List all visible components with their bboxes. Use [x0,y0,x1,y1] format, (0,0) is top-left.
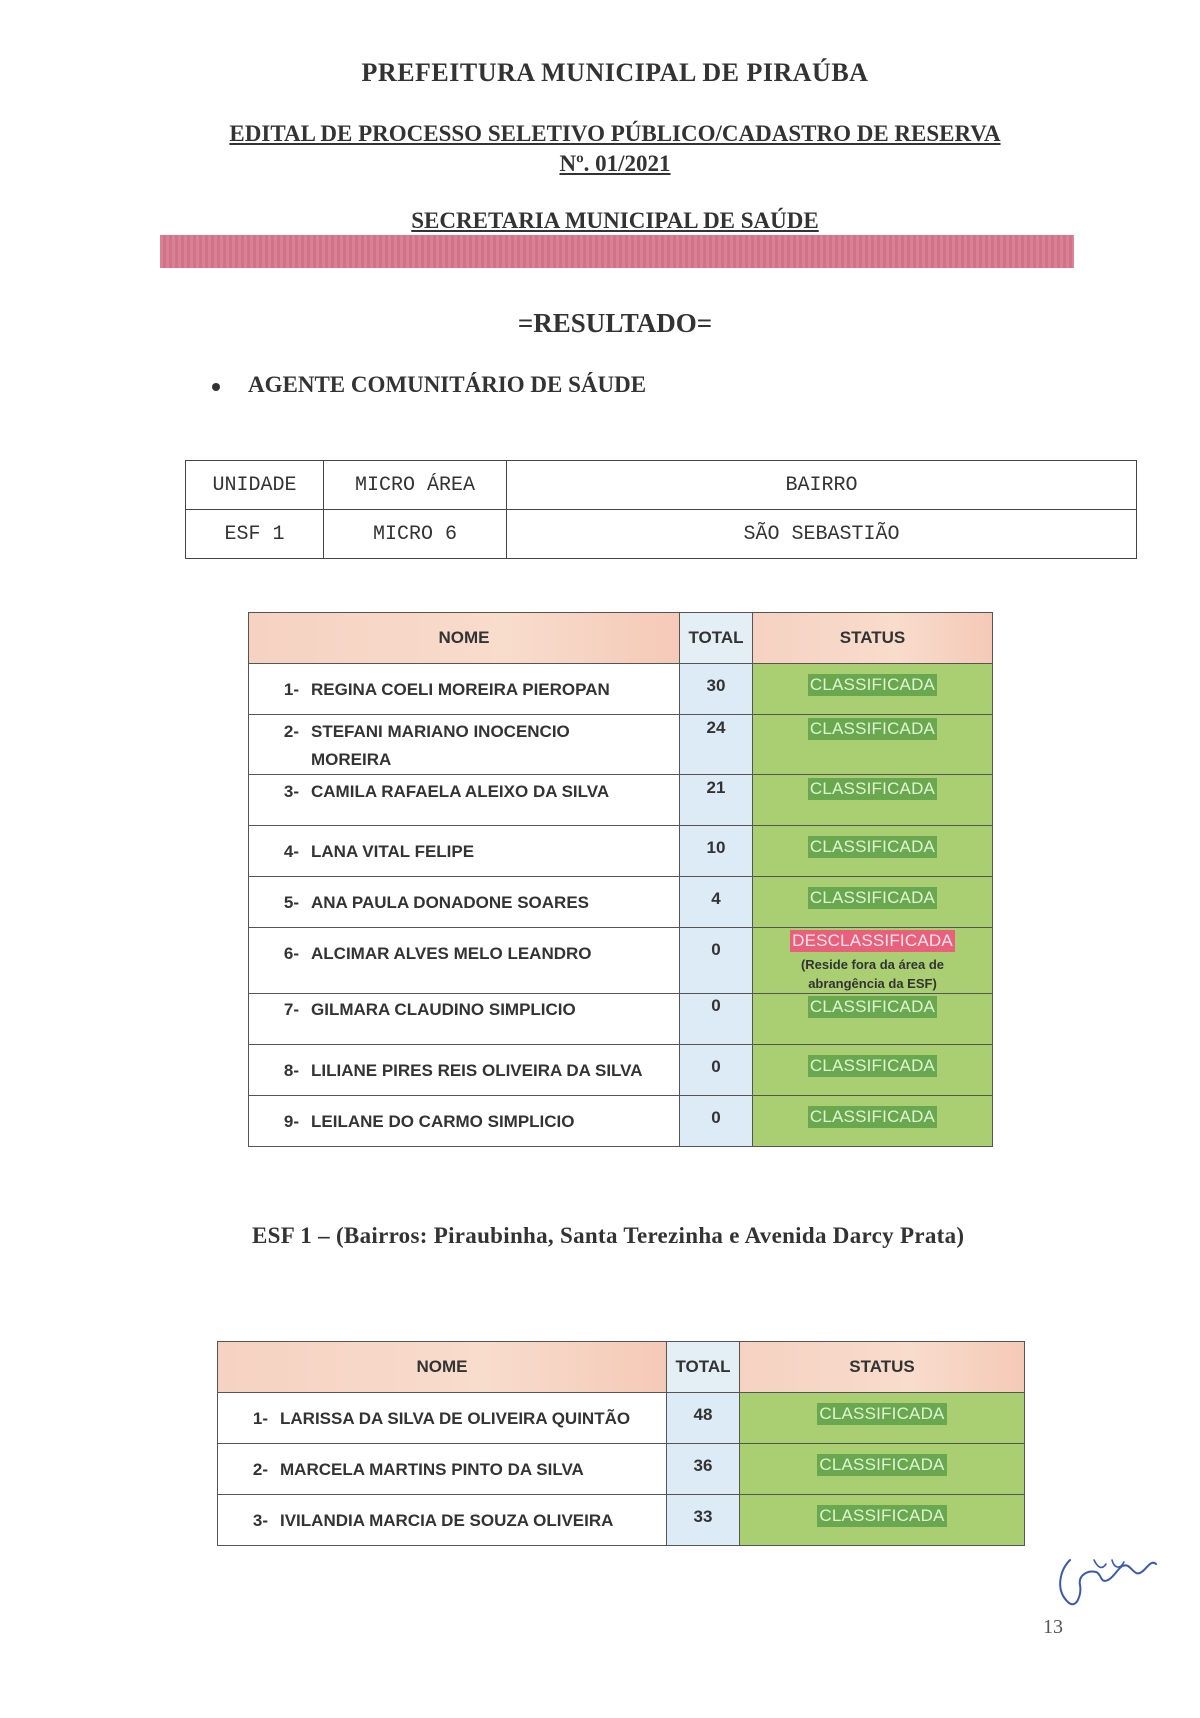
results-table-2 [217,1341,1025,1546]
table-row [249,1045,993,1096]
row-index: 3- [283,782,299,801]
row-name: STEFANI MARIANO INOCENCIO MOREIRA [311,722,570,769]
row-total: 4 [680,877,753,928]
info-table [185,460,1137,559]
row-status-cell [753,664,993,715]
info-micro-area: MICRO 6 [324,510,507,559]
page-number: 13 [1043,1616,1063,1638]
row-total: 0 [680,994,753,1045]
status-badge: CLASSIFICADA [809,719,936,738]
row-status-cell [753,715,993,775]
row-name: LARISSA DA SILVA DE OLIVEIRA QUINTÃO [280,1409,631,1428]
bullet-icon [212,383,220,391]
table-row [249,877,993,928]
status-badge-disqualified: DESCLASSIFICADA [792,931,953,950]
row-index: 1- [283,680,299,699]
table-row [249,1096,993,1147]
row-index: 7- [283,1000,299,1019]
row-index: 8- [283,1061,299,1080]
row-status-cell [753,1045,993,1096]
row-name: REGINA COELI MOREIRA PIEROPAN [311,680,610,699]
header-nome: NOME [218,1342,667,1393]
row-name: LEILANE DO CARMO SIMPLICIO [311,1112,575,1131]
cargo-heading [212,372,646,398]
row-status-cell [753,775,993,826]
table-row [218,1444,1025,1495]
row-name-cell [249,775,680,826]
row-index: 5- [283,893,299,912]
status-badge: CLASSIFICADA [809,837,936,856]
row-name: ALCIMAR ALVES MELO LEANDRO [311,944,592,963]
row-total: 0 [680,1045,753,1096]
row-status-cell [740,1495,1025,1546]
cargo-label: AGENTE COMUNITÁRIO DE SÁUDE [248,372,647,397]
status-badge: CLASSIFICADA [809,675,936,694]
status-badge: CLASSIFICADA [809,888,936,907]
info-header-unidade: UNIDADE [186,461,324,510]
table-row [218,1495,1025,1546]
row-status-cell [740,1393,1025,1444]
status-badge: CLASSIFICADA [809,997,936,1016]
status-note: (Reside fora da área de abrangência da ESF) [800,957,945,991]
edital-title: EDITAL DE PROCESSO SELETIVO PÚBLICO/CADASTRO DE RESERVA [229,121,1001,146]
row-name: ANA PAULA DONADONE SOARES [311,893,589,912]
info-header-bairro: BAIRRO [507,461,1137,510]
row-total: 21 [680,775,753,826]
status-badge: CLASSIFICADA [819,1455,945,1474]
status-badge: CLASSIFICADA [809,779,936,798]
status-badge: CLASSIFICADA [809,1107,936,1126]
row-index: 2- [283,722,299,741]
row-name-cell [249,877,680,928]
row-name: LANA VITAL FELIPE [311,842,475,861]
row-status-cell [753,1096,993,1147]
row-name: IVILANDIA MARCIA DE SOUZA OLIVEIRA [280,1511,614,1530]
status-badge: CLASSIFICADA [819,1404,945,1423]
row-total: 36 [667,1444,740,1495]
row-index: 1- [252,1409,268,1428]
row-name: LILIANE PIRES REIS OLIVEIRA DA SILVA [311,1061,643,1080]
page-title: PREFEITURA MUNICIPAL DE PIRAÚBA [361,58,869,87]
table-row [249,994,993,1045]
row-name-cell [218,1495,667,1546]
info-header-row [186,461,1137,510]
table-row [249,715,993,775]
status-badge: CLASSIFICADA [809,1056,936,1075]
row-name-cell [218,1444,667,1495]
row-status-cell [753,877,993,928]
esf-heading: ESF 1 – (Bairros: Piraubinha, Santa Terezinha e Avenida Darcy Prata) [252,1223,965,1248]
row-name: MARCELA MARTINS PINTO DA SILVA [280,1460,584,1479]
row-index: 2- [252,1460,268,1479]
row-status-cell [740,1444,1025,1495]
table-row [249,775,993,826]
status-badge: CLASSIFICADA [819,1506,945,1525]
row-total: 33 [667,1495,740,1546]
row-total: 10 [680,826,753,877]
row-name: CAMILA RAFAELA ALEIXO DA SILVA [311,782,610,801]
row-index: 9- [283,1112,299,1131]
row-name-cell [249,928,680,994]
row-status-cell [753,826,993,877]
info-header-micro-area: MICRO ÁREA [324,461,507,510]
table-row [218,1393,1025,1444]
table-row [249,826,993,877]
header-status: STATUS [753,613,993,664]
header-total: TOTAL [680,613,753,664]
row-index: 4- [283,842,299,861]
row-index: 3- [252,1511,268,1530]
row-name-cell [249,994,680,1045]
header-band [160,235,1074,268]
row-name-cell [249,715,680,775]
info-data-row [186,510,1137,559]
row-total: 24 [680,715,753,775]
row-name-cell [249,1045,680,1096]
row-index: 6- [283,944,299,963]
header-status: STATUS [740,1342,1025,1393]
row-name: GILMARA CLAUDINO SIMPLICIO [311,1000,576,1019]
row-name-cell [218,1393,667,1444]
info-unidade: ESF 1 [186,510,324,559]
header-nome: NOME [249,613,680,664]
signature-mark [1050,1540,1160,1620]
table-row [249,664,993,715]
table-header-row [218,1342,1025,1393]
info-bairro: SÃO SEBASTIÃO [507,510,1137,559]
secretaria-title: SECRETARIA MUNICIPAL DE SAÚDE [411,208,819,233]
header-total: TOTAL [667,1342,740,1393]
row-status-cell [753,994,993,1045]
row-status-cell [753,928,993,994]
row-name-cell [249,1096,680,1147]
row-total: 0 [680,928,753,994]
row-total: 30 [680,664,753,715]
resultado-title: =RESULTADO= [517,308,713,338]
edital-number: Nº. 01/2021 [559,151,671,176]
results-table-1 [248,612,993,1147]
row-total: 0 [680,1096,753,1147]
table-header-row [249,613,993,664]
row-name-cell [249,826,680,877]
row-name-cell [249,664,680,715]
table-row [249,928,993,994]
row-total: 48 [667,1393,740,1444]
